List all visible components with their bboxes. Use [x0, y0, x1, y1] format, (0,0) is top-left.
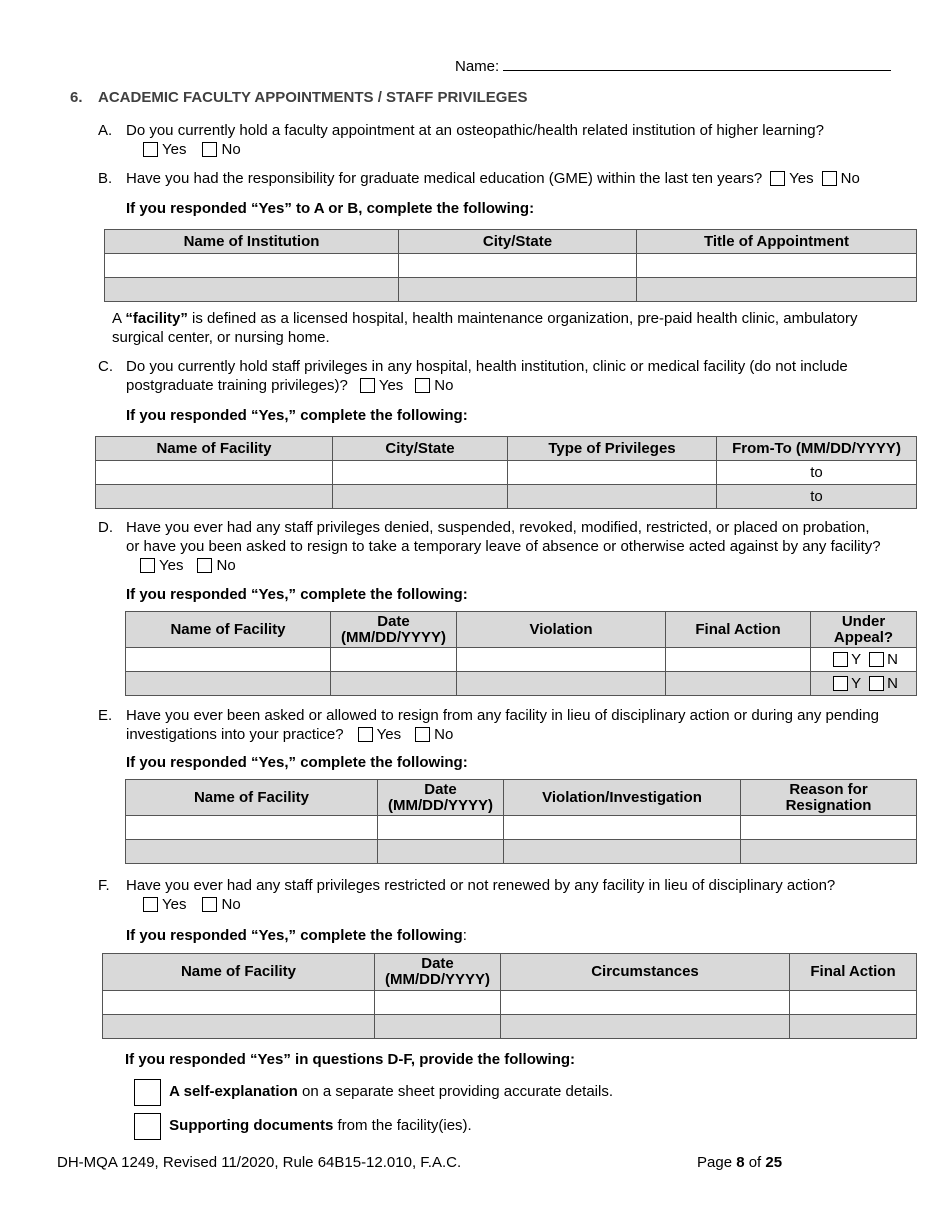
appeal-yes-checkbox[interactable] — [833, 652, 848, 667]
table-header: Violation/Investigation — [504, 780, 741, 816]
question-letter: E. — [98, 707, 113, 724]
name-field — [455, 56, 891, 75]
question-text: Have you ever been asked or allowed to resign from any facility in lieu of disciplinary action or during any pending investigations into your practice? — [126, 707, 879, 743]
question-d — [98, 518, 883, 575]
question-text: Do you currently hold staff privileges in any hospital, health institution, clinic or medical facility (do not include postgraduate training privileges)? — [126, 358, 848, 394]
no-label: No — [434, 377, 454, 394]
yes-label: Yes — [162, 896, 187, 913]
privileges-action-table — [125, 611, 917, 696]
question-letter: C. — [98, 358, 113, 375]
table-header: Title of Appointment — [637, 230, 917, 254]
table-cell[interactable] — [637, 278, 917, 302]
yes-checkbox[interactable] — [770, 171, 785, 186]
yes-checkbox[interactable] — [143, 142, 158, 157]
table-cell[interactable] — [457, 672, 666, 696]
table-header: Date (MM/DD/YYYY) — [375, 954, 501, 991]
name-input-line[interactable] — [503, 56, 891, 71]
n-label: N — [887, 675, 898, 692]
yes-label: Yes — [789, 170, 814, 187]
definition-prefix: A — [112, 310, 126, 327]
table-header: Final Action — [790, 954, 917, 991]
table-cell[interactable] — [666, 672, 811, 696]
no-label: No — [216, 557, 236, 574]
question-letter: A. — [98, 122, 113, 139]
self-explanation-checkbox[interactable] — [134, 1079, 161, 1106]
table-cell[interactable] — [126, 648, 331, 672]
table-cell[interactable] — [105, 254, 399, 278]
table-cell[interactable] — [333, 461, 508, 485]
appeal-cell — [811, 648, 917, 672]
supporting-documents-checkbox[interactable] — [134, 1113, 161, 1140]
question-e — [98, 706, 883, 744]
page-total: 25 — [765, 1154, 783, 1171]
question-letter: F. — [98, 877, 110, 894]
question-b — [98, 169, 938, 188]
table-header: Under Appeal? — [811, 612, 917, 648]
instruction-df: If you responded “Yes” in questions D-F, provide the following: — [125, 1051, 576, 1068]
table-cell[interactable] — [331, 648, 457, 672]
table-cell[interactable] — [378, 840, 504, 864]
faculty-appointments-table — [104, 229, 917, 302]
table-header: Date (MM/DD/YYYY) — [378, 780, 504, 816]
question-text: Have you had the responsibility for graduate medical education (GME) within the last ten years? — [126, 170, 763, 187]
table-row — [105, 278, 917, 302]
no-label: No — [221, 896, 241, 913]
table-cell[interactable] — [501, 991, 790, 1015]
facility-definition — [112, 309, 902, 347]
instruction-f-colon: : — [462, 927, 467, 944]
no-checkbox[interactable] — [415, 727, 430, 742]
from-to-cell[interactable]: to — [717, 485, 917, 509]
table-row — [126, 840, 917, 864]
question-letter: D. — [98, 519, 113, 536]
instruction-c: If you responded “Yes,” complete the following: — [126, 407, 468, 424]
page-current: 8 — [736, 1154, 745, 1171]
yes-checkbox[interactable] — [360, 378, 375, 393]
table-cell[interactable] — [378, 816, 504, 840]
section-number: 6. — [70, 89, 83, 106]
yes-checkbox[interactable] — [140, 558, 155, 573]
instruction-ab: If you responded “Yes” to A or B, complete the following: — [126, 200, 535, 217]
table-header: City/State — [333, 437, 508, 461]
table-header: Name of Facility — [126, 780, 378, 816]
table-cell[interactable] — [790, 1015, 917, 1039]
table-row — [103, 1015, 917, 1039]
table-header: Name of Facility — [103, 954, 375, 991]
table-header: City/State — [399, 230, 637, 254]
table-cell[interactable] — [790, 991, 917, 1015]
table-cell[interactable] — [331, 672, 457, 696]
yes-checkbox[interactable] — [143, 897, 158, 912]
instruction-f — [126, 927, 467, 944]
appeal-yes-checkbox[interactable] — [833, 676, 848, 691]
table-row — [126, 816, 917, 840]
y-label: Y — [851, 675, 862, 692]
table-header: Circumstances — [501, 954, 790, 991]
table-cell[interactable] — [96, 485, 333, 509]
resignation-table — [125, 779, 917, 864]
of-label: of — [744, 1154, 766, 1171]
instruction-f-text: If you responded “Yes,” complete the following — [126, 927, 463, 944]
yes-label: Yes — [162, 141, 187, 158]
table-header: Violation — [457, 612, 666, 648]
question-text: Have you ever had any staff privileges restricted or not renewed by any facility in lieu of disciplinary action? — [126, 877, 836, 894]
question-a — [98, 121, 898, 159]
table-cell[interactable] — [508, 461, 717, 485]
table-cell[interactable] — [333, 485, 508, 509]
table-cell[interactable] — [741, 840, 917, 864]
no-checkbox[interactable] — [197, 558, 212, 573]
table-cell[interactable] — [375, 991, 501, 1015]
staff-privileges-table — [95, 436, 917, 509]
table-row — [126, 672, 917, 696]
table-cell[interactable] — [637, 254, 917, 278]
table-row — [103, 991, 917, 1015]
no-label: No — [840, 170, 860, 187]
attachment-title: Supporting documents — [169, 1117, 334, 1134]
attachment-title: A self-explanation — [169, 1083, 298, 1100]
instruction-e: If you responded “Yes,” complete the following: — [126, 754, 468, 771]
no-checkbox[interactable] — [202, 897, 217, 912]
footer-page-number — [697, 1154, 782, 1171]
table-header: Type of Privileges — [508, 437, 717, 461]
table-cell[interactable] — [457, 648, 666, 672]
table-header: Name of Facility — [126, 612, 331, 648]
yes-label: Yes — [159, 557, 184, 574]
no-checkbox[interactable] — [415, 378, 430, 393]
table-cell[interactable] — [103, 991, 375, 1015]
attachment-self-explanation — [134, 1079, 613, 1107]
question-c — [98, 357, 888, 395]
table-cell[interactable] — [103, 1015, 375, 1039]
restricted-privileges-table — [102, 953, 917, 1039]
name-label: Name: — [455, 58, 500, 75]
yes-label: Yes — [378, 377, 404, 394]
attachment-text: from the facility(ies). — [333, 1117, 472, 1134]
no-checkbox[interactable] — [202, 142, 217, 157]
table-cell[interactable] — [666, 648, 811, 672]
table-cell[interactable] — [399, 278, 637, 302]
definition-term: “facility” — [125, 310, 188, 327]
appeal-cell — [811, 672, 917, 696]
table-cell[interactable] — [375, 1015, 501, 1039]
table-row — [126, 648, 917, 672]
yes-label: Yes — [376, 726, 402, 743]
definition-text: is defined as a licensed hospital, health maintenance organization, pre-paid health clinic, ambulatory surgical center, or nursing home. — [112, 310, 858, 346]
no-checkbox[interactable] — [822, 171, 837, 186]
table-header: Date (MM/DD/YYYY) — [331, 612, 457, 648]
attachment-supporting-documents — [134, 1113, 472, 1141]
table-cell[interactable] — [126, 672, 331, 696]
table-header: Name of Institution — [105, 230, 399, 254]
instruction-d: If you responded “Yes,” complete the following: — [126, 586, 468, 603]
footer-form-id: DH-MQA 1249, Revised 11/2020, Rule 64B15-12.010, F.A.C. — [57, 1154, 462, 1171]
n-label: N — [887, 651, 898, 668]
question-text: Have you ever had any staff privileges denied, suspended, revoked, modified, restricted, or placed on probation, or have you been asked to resign to take a temporary leave of absence or otherwise acted against by any facility? — [126, 519, 881, 555]
table-cell[interactable] — [399, 254, 637, 278]
table-cell[interactable] — [105, 278, 399, 302]
section-title-text: ACADEMIC FACULTY APPOINTMENTS / STAFF PRIVILEGES — [98, 89, 528, 106]
table-header: Final Action — [666, 612, 811, 648]
table-cell[interactable] — [96, 461, 333, 485]
table-row — [96, 485, 917, 509]
table-cell[interactable] — [126, 816, 378, 840]
appeal-no-checkbox[interactable] — [869, 676, 884, 691]
table-cell[interactable] — [504, 816, 741, 840]
attachment-text: on a separate sheet providing accurate details. — [297, 1083, 614, 1100]
no-label: No — [434, 726, 454, 743]
table-cell[interactable] — [126, 840, 378, 864]
question-f — [98, 876, 898, 914]
table-cell[interactable] — [501, 1015, 790, 1039]
from-to-cell[interactable]: to — [717, 461, 917, 485]
table-header: From-To (MM/DD/YYYY) — [717, 437, 917, 461]
question-text: Do you currently hold a faculty appointment at an osteopathic/health related institution of higher learning? — [126, 122, 824, 139]
table-row — [105, 254, 917, 278]
table-header: Name of Facility — [96, 437, 333, 461]
table-row — [96, 461, 917, 485]
section-title — [70, 89, 527, 106]
page-label: Page — [697, 1154, 737, 1171]
appeal-no-checkbox[interactable] — [869, 652, 884, 667]
y-label: Y — [851, 651, 862, 668]
no-label: No — [221, 141, 241, 158]
table-cell[interactable] — [504, 840, 741, 864]
table-cell[interactable] — [741, 816, 917, 840]
yes-checkbox[interactable] — [358, 727, 373, 742]
question-letter: B. — [98, 170, 113, 187]
table-header: Reason for Resignation — [741, 780, 917, 816]
table-cell[interactable] — [508, 485, 717, 509]
